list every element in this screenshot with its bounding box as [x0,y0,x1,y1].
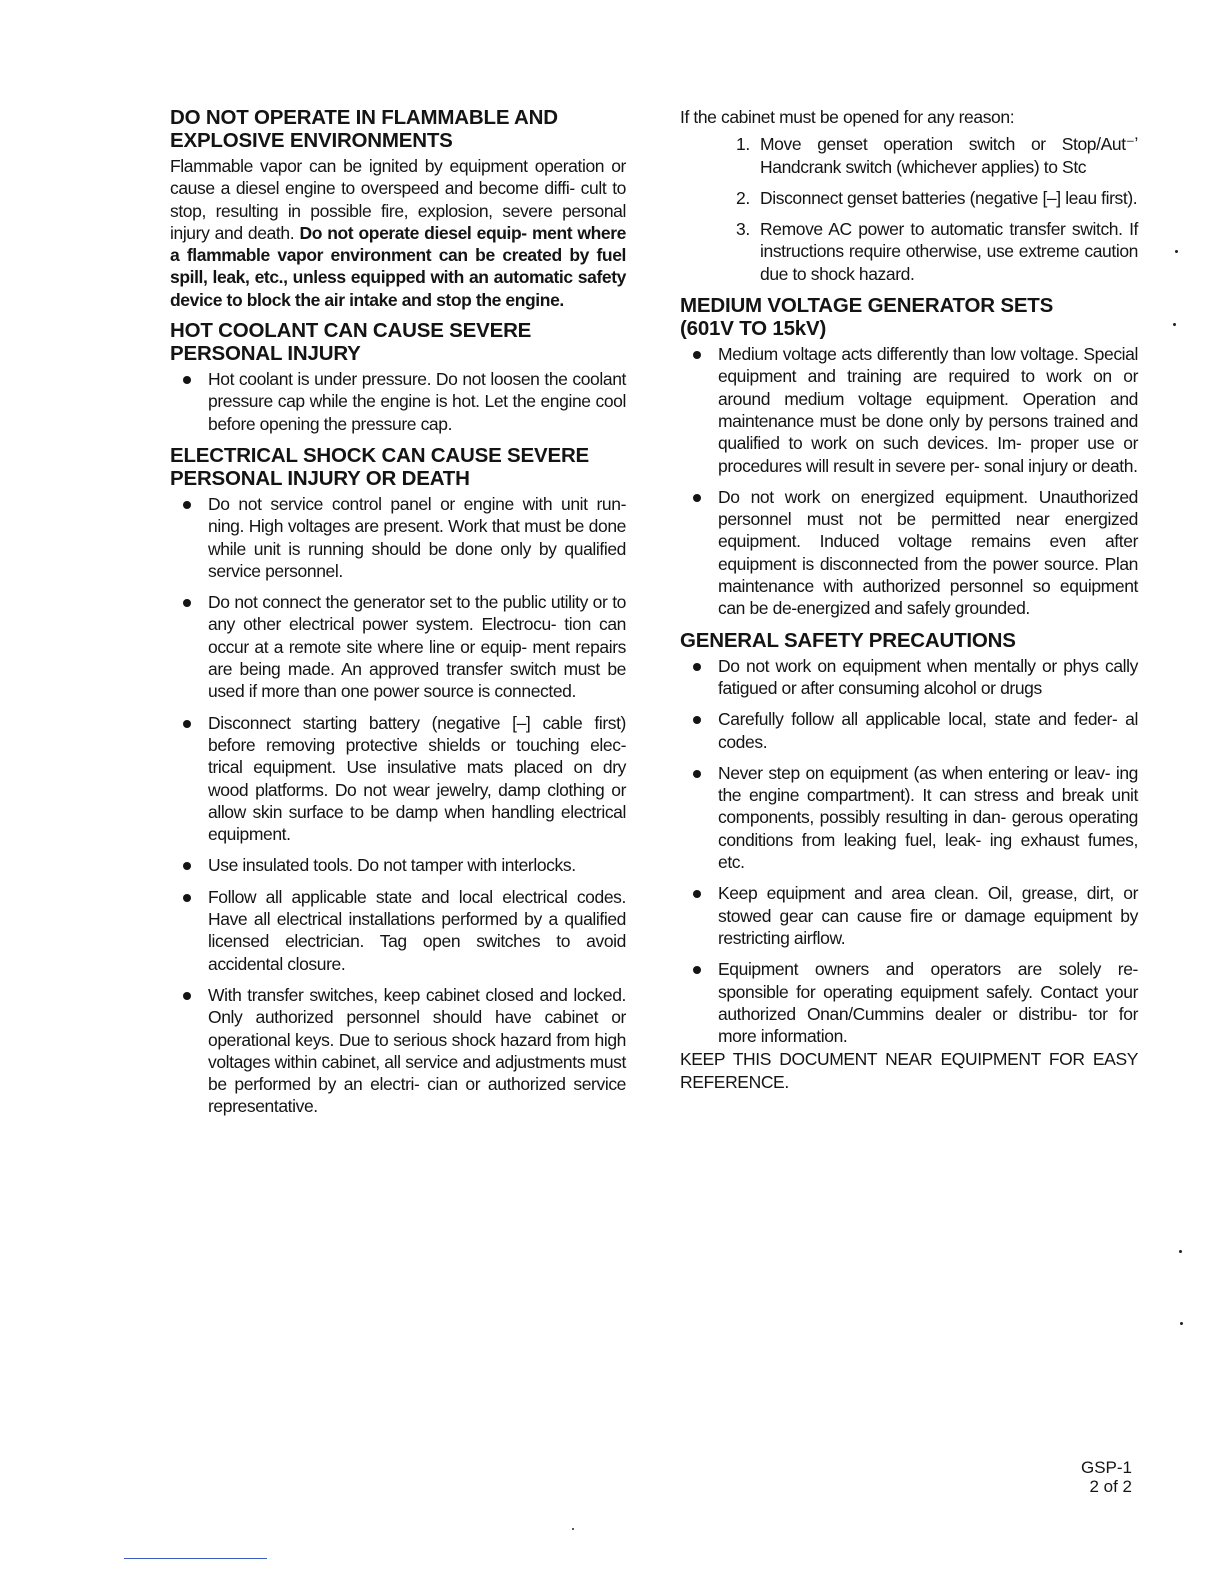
step-item [680,133,1138,178]
bullet-icon [693,966,701,974]
list-item-text: Medium voltage acts differently than low voltage. Special equipment and training are required to work on or around medium voltage equipment. Operation and maintenance must be done only by persons trained and qualified to work on such devices. Im- proper use or procedures will result in severe per- sonal injury or death. [718,344,1138,476]
section-electrical-shock [170,444,626,1118]
section-heading: GENERAL SAFETY PRECAUTIONS [680,628,1016,652]
list-item-text: Use insulated tools. Do not tamper with interlocks. [208,855,576,876]
closing-note: KEEP THIS DOCUMENT NEAR EQUIPMENT FOR EASY REFERENCE. [680,1049,1138,1092]
list-item [680,708,1138,753]
step-number: 1. [736,134,750,155]
heading-line-2: (601V TO 15kV) [680,317,827,341]
cabinet-intro: If the cabinet must be opened for any reason: [680,107,1015,127]
list-item [170,854,626,876]
heading-line-2: PERSONAL INJURY [170,342,361,366]
step-text: Remove AC power to automatic transfer switch. If instructions require otherwise, use extreme caution due to shock hazard. [760,219,1138,284]
list-item [680,762,1138,873]
heading-line-1: ELECTRICAL SHOCK CAN CAUSE SEVERE [170,443,590,467]
step-number: 2. [736,187,750,208]
page-footer [1081,1458,1132,1496]
section-general-safety [680,629,1138,1048]
scan-speck [1179,1250,1182,1253]
list-item [170,886,626,975]
list-item-text: Follow all applicable state and local electrical codes. Have all electrical installations performed by a qualified licensed electrician. Tag open switches to avoid accidental closure. [208,886,626,974]
list-item [680,958,1138,1047]
list-item [680,655,1138,700]
step-item [680,187,1138,209]
section-heading [170,106,626,152]
section-heading [680,294,1138,340]
right-column [680,106,1138,1098]
list-item [680,343,1138,477]
bullet-icon [693,890,701,898]
section-heading [170,319,626,365]
scan-speck [1180,1322,1183,1325]
scan-speck [572,1528,574,1530]
bullet-icon [693,716,701,724]
section-medium-voltage [680,294,1138,620]
step-number: 3. [736,219,750,240]
step-text: Disconnect genset batteries (negative [–] leau first). [760,187,1138,208]
bullet-icon [693,770,701,778]
bullet-icon [183,992,191,1000]
list-item [170,712,626,846]
heading-line-2: PERSONAL INJURY OR DEATH [170,466,470,490]
list-item-text: Carefully follow all applicable local, state and feder- al codes. [718,709,1138,752]
numbered-steps [680,133,1138,285]
bullet-list [680,655,1138,1048]
list-item-text: Do not connect the generator set to the public utility or to any other electrical power system. Electrocu- tion can occur at a remote site where line or equip- ment repairs are being made. An approved transfer switch must be used if more than one power source is connected. [208,592,626,702]
scan-speck [1175,250,1178,253]
bullet-icon [693,494,701,502]
bullet-icon [183,501,191,509]
section-hot-coolant [170,319,626,435]
section-paragraph [170,155,626,311]
bullet-list [170,368,626,435]
bullet-icon [183,376,191,384]
document-code: GSP-1 [1080,1458,1132,1477]
list-item [170,984,626,1118]
list-item [680,882,1138,949]
bullet-list [680,343,1138,620]
list-item-text: Do not service control panel or engine with unit run- ning. High voltages are present. Work that must be done while unit is running should be done only by qualified service personnel. [208,493,626,581]
list-item [170,368,626,435]
bullet-icon [693,351,701,359]
paragraph-plain-text: Flammable vapor can be ignited by equipment operation or cause a diesel engine to overspeed and become diffi- cult to stop, resulting in possible fire, explosion, severe personal injury and death. [170,156,626,243]
bullet-icon [183,599,191,607]
scan-edge-line [124,1558,267,1559]
list-item-text: Do not work on equipment when mentally or phys cally fatigued or after consuming alcohol or drugs [718,655,1138,698]
section-flammable [170,106,626,311]
heading-line-1: MEDIUM VOLTAGE GENERATOR SETS [680,294,1054,318]
list-item-text: Do not work on energized equipment. Unauthorized personnel must not be permitted near energized equipment. Induced voltage remains even after equipment is disconnected from the power source. Plan maintenance with authorized personnel so equipment can be de-energized and safely grounded. [718,486,1138,619]
list-item [170,591,626,702]
heading-line-1: HOT COOLANT CAN CAUSE SEVERE [170,319,532,343]
list-item-text: With transfer switches, keep cabinet closed and locked. Only authorized personnel should have cabinet or operational keys. Due to serious shock hazard from high voltages within cabinet, all service and adjustments must be performed by an electri- cian or authorized service representative. [208,984,626,1117]
left-column [170,106,626,1127]
bullet-icon [693,663,701,671]
page-number: 2 of 2 [1089,1477,1132,1496]
bullet-icon [183,862,191,870]
list-item [680,486,1138,620]
heading-line-2: EXPLOSIVE ENVIRONMENTS [170,129,453,152]
step-item [680,218,1138,285]
bullet-icon [183,894,191,902]
list-item-text: Equipment owners and operators are solely re- sponsible for operating equipment safely. Contact your authorized Onan/Cummins dealer or distribu- tor for more information. [718,959,1138,1047]
list-item-text: Never step on equipment (as when entering or leav- ing the engine compartment). It can stress and break unit components, possibly resulting in dan- gerous operating conditions from leaking fuel, leak- ing exhaust fumes, etc. [718,762,1138,873]
list-item-text: Hot coolant is under pressure. Do not loosen the coolant pressure cap while the engine is hot. Let the engine cool before opening the pressure cap. [208,369,626,434]
list-item-text: Disconnect starting battery (negative [–] cable first) before removing protective shields or touching elec- trical equipment. Use insulative mats placed on dry wood platforms. Do not wear jewelry, damp clothing or allow skin surface to be damp when handling electrical equipment. [208,712,626,845]
bullet-list [170,493,626,1118]
step-text: Move genset operation switch or Stop/Aut⁻ʼ Handcrank switch (whichever applies) to Stc [760,134,1138,177]
bullet-icon [183,720,191,728]
paragraph-bold-warning: Do not operate diesel equip- ment where a flammable vapor environment can be created by fuel spill, leak, etc., unless equipped with an automatic safety device to block the air intake and stop the engine. [170,222,626,310]
list-item-text: Keep equipment and area clean. Oil, grease, dirt, or stowed gear can cause fire or damage equipment by restricting airflow. [718,883,1138,948]
scan-speck [1173,323,1176,326]
list-item [170,493,626,582]
section-heading [170,444,626,490]
heading-line-1: DO NOT OPERATE IN FLAMMABLE AND [170,106,558,129]
